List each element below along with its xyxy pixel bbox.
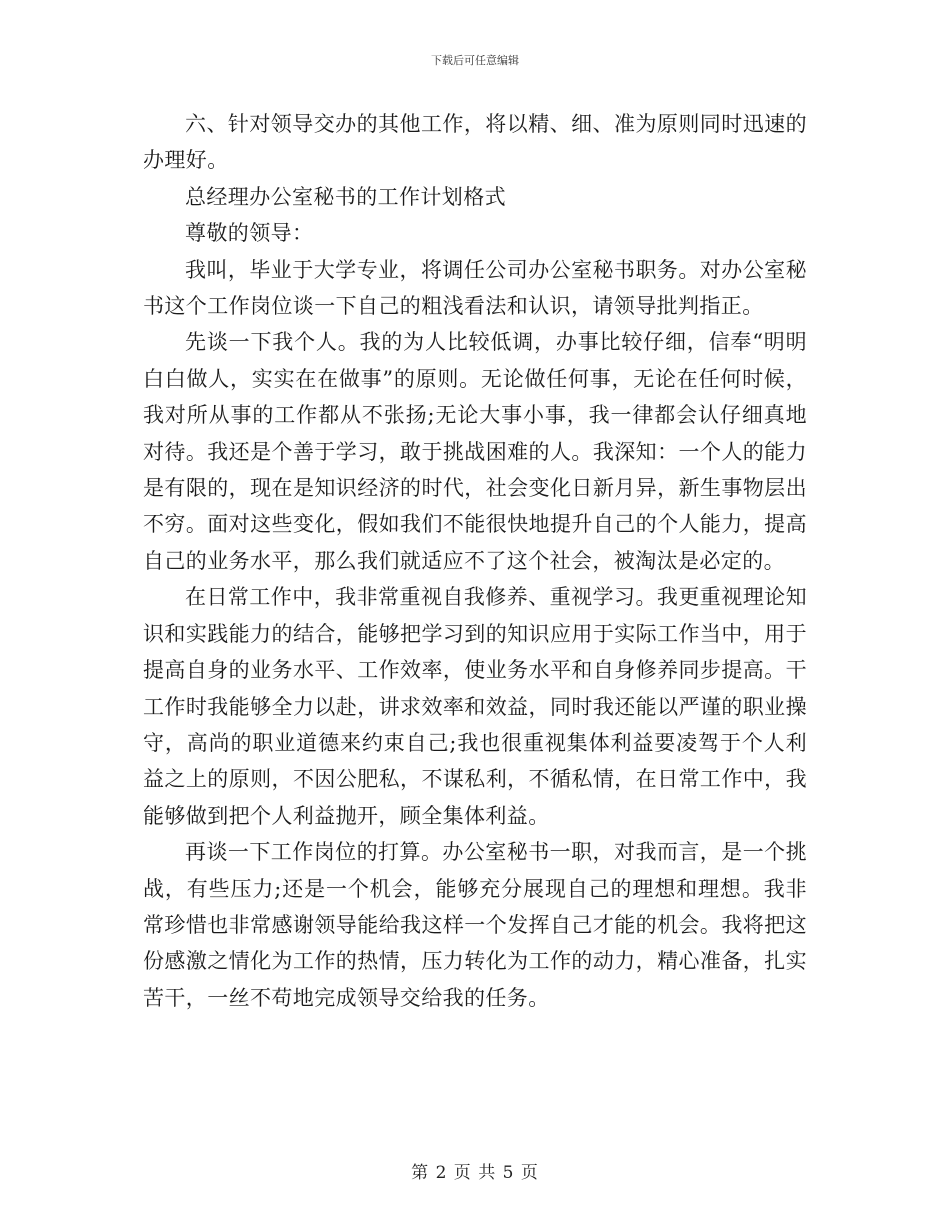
- page-number-footer: 第 2 页 共 5 页: [411, 1163, 539, 1183]
- page-header-note: 下载后可任意编辑: [431, 54, 519, 67]
- paragraph-daily-work: 在日常工作中，我非常重视自我修养、重视学习。我更重视理论知识和实践能力的结合，能够把学习到的知识应用于实际工作当中，用于提高自身的业务水平、工作效率，使业务水平和自身修养同步提高。干工作时我能够全力以赴，讲求效率和效益，同时我还能以严谨的职业操守，高尚的职业道德来约束自己;我也很重视集体利益要凌驾于个人利益之上的原则，不因公肥私，不谋私利，不循私情，在日常工作中，我能够做到把个人利益抛开，顾全集体利益。: [143, 585, 807, 828]
- paragraph-personal: 先谈一下我个人。我的为人比较低调，办事比较仔细，信奉“明明白白做人，实实在在做事”的原则。无论做任何事，无论在任何时候，我对所从事的工作都从不张扬;无论大事小事，我一律都会认仔细真地对待。我还是个善于学习，敢于挑战困难的人。我深知：一个人的能力是有限的，现在是知识经济的时代，社会变化日新月异，新生事物层出不穷。面对这些变化，假如我们不能很快地提升自己的个人能力，提高自己的业务水平，那么我们就适应不了这个社会，被淘汰是必定的。: [143, 330, 807, 573]
- document-body: [143, 106, 807, 1016]
- salutation: 尊敬的领导：: [185, 221, 314, 246]
- paragraph-other-work: 六、针对领导交办的其他工作，将以精、细、准为原则同时迅速的办理好。: [143, 112, 807, 173]
- paragraph-job-plan: 再谈一下工作岗位的打算。办公室秘书一职，对我而言，是一个挑战，有些压力;还是一个机会，能够充分展现自己的理想和理想。我非常珍惜也非常感谢领导能给我这样一个发挥自己才能的机会。我将把这份感激之情化为工作的热情，压力转化为工作的动力，精心准备，扎实苦干，一丝不苟地完成领导交给我的任务。: [143, 840, 807, 1010]
- paragraph-introduction: 我叫，毕业于大学专业，将调任公司办公室秘书职务。对办公室秘书这个工作岗位谈一下自己的粗浅看法和认识，请领导批判指正。: [143, 257, 807, 319]
- document-subtitle: 总经理办公室秘书的工作计划格式: [185, 184, 506, 209]
